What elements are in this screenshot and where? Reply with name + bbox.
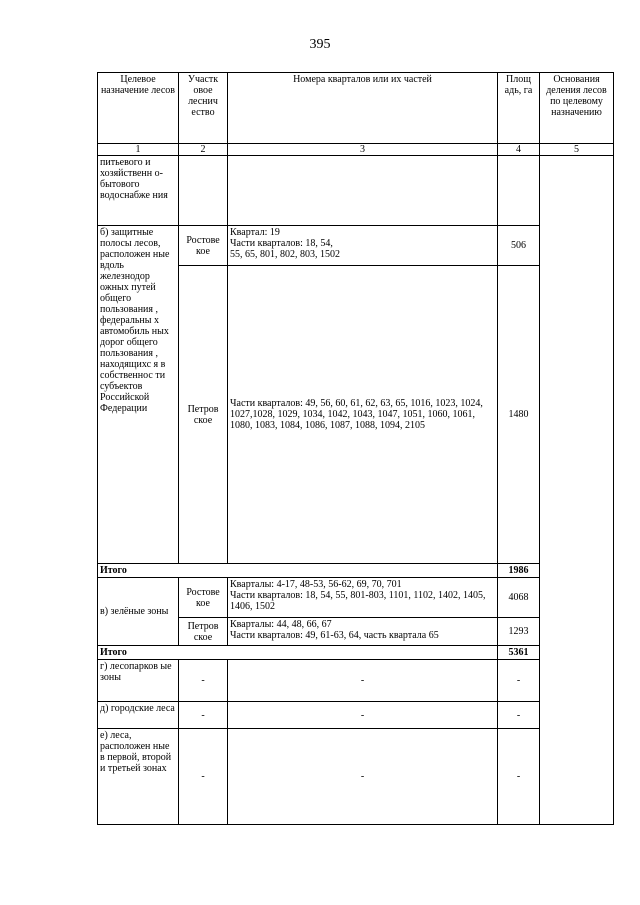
table-row	[98, 226, 614, 266]
quarters-cell	[228, 226, 498, 266]
quarters-line: Части кварталов: 18, 54,	[230, 238, 333, 249]
quarters-line: 55, 65, 801, 802, 803, 1502	[230, 249, 340, 260]
quarters-line: Части кварталов: 49, 61-63, 64, часть квартала 65	[230, 630, 439, 641]
quarters-cell	[228, 618, 498, 646]
column-index: 1	[98, 144, 179, 156]
total-label: Итого	[98, 646, 498, 660]
forestry-cell	[179, 156, 228, 226]
purpose-cell: б) защитные полосы лесов, расположен ные вдоль железнодор ожных путей общего пользования , федеральны х автомобиль ных дорог общего пользования , находящихс я в собственнос ти субъектов Российской Федерации	[98, 226, 179, 564]
total-row	[98, 564, 614, 578]
area-cell: 4068	[498, 578, 540, 618]
quarters-cell: Части кварталов: 49, 56, 60, 61, 62, 63, 65, 1016, 1023, 1024, 1027,1028, 1029, 1034, 1042, 1043, 1047, 1051, 1060, 1061, 1080, 1083, 1084, 1086, 1087, 1088, 1094, 2105	[228, 266, 498, 564]
area-cell: -	[498, 660, 540, 702]
purpose-cell: е) леса, расположен ные в первой, второй и третьей зонах	[98, 729, 179, 825]
area-cell: 1480	[498, 266, 540, 564]
basis-cell	[540, 156, 614, 825]
area-cell: 1293	[498, 618, 540, 646]
header-basis: Основания деления лесов по целевому назначению	[540, 73, 614, 144]
total-value: 1986	[498, 564, 540, 578]
forestry-cell: Петров ское	[179, 266, 228, 564]
quarters-line: Кварталы: 4-17, 48-53, 56-62, 69, 70, 701	[230, 579, 402, 590]
total-label: Итого	[98, 564, 498, 578]
table-row	[98, 729, 614, 825]
table-row	[98, 702, 614, 729]
forestry-cell: Петров ское	[179, 618, 228, 646]
purpose-cell: д) городские леса	[98, 702, 179, 729]
area-cell	[498, 156, 540, 226]
column-index: 4	[498, 144, 540, 156]
quarters-cell: -	[228, 660, 498, 702]
header-area: Площ адь, га	[498, 73, 540, 144]
forestry-cell: -	[179, 729, 228, 825]
total-value: 5361	[498, 646, 540, 660]
quarters-line: Кварталы: 44, 48, 66, 67	[230, 619, 332, 630]
header-row	[98, 73, 614, 144]
quarters-cell	[228, 156, 498, 226]
purpose-cell: г) лесопарков ые зоны	[98, 660, 179, 702]
quarters-line: Квартал: 19	[230, 227, 280, 238]
area-cell: -	[498, 702, 540, 729]
purpose-cell: питьевого и хозяйственн о-бытового водоснабже ния	[98, 156, 179, 226]
area-cell: 506	[498, 226, 540, 266]
forest-purpose-table	[97, 72, 614, 825]
header-quarters: Номера кварталов или их частей	[228, 73, 498, 144]
table-row	[98, 156, 614, 226]
table-row	[98, 660, 614, 702]
quarters-cell: -	[228, 702, 498, 729]
purpose-cell: в) зелёные зоны	[98, 578, 179, 646]
page-number: 395	[309, 37, 331, 52]
header-purpose: Целевое назначение лесов	[98, 73, 179, 144]
forestry-cell: -	[179, 660, 228, 702]
table-row	[98, 578, 614, 618]
forestry-cell: Ростове кое	[179, 226, 228, 266]
column-index-row	[98, 144, 614, 156]
forestry-cell: -	[179, 702, 228, 729]
header-forestry: Участк овое леснич ество	[179, 73, 228, 144]
column-index: 3	[228, 144, 498, 156]
quarters-cell: -	[228, 729, 498, 825]
quarters-line: Части кварталов: 18, 54, 55, 801-803, 1101, 1102, 1402, 1405, 1406, 1502	[230, 590, 486, 612]
column-index: 2	[179, 144, 228, 156]
forestry-cell: Ростове кое	[179, 578, 228, 618]
area-cell: -	[498, 729, 540, 825]
quarters-cell	[228, 578, 498, 618]
total-row	[98, 646, 614, 660]
column-index: 5	[540, 144, 614, 156]
